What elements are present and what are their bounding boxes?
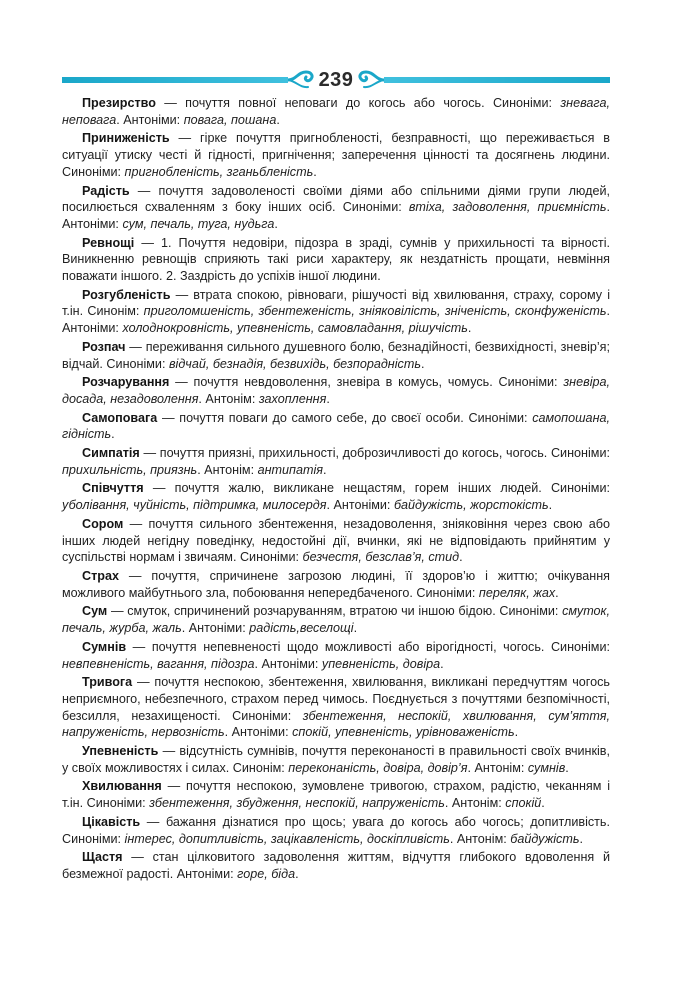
entry-antonyms: захоплення bbox=[258, 391, 327, 406]
entry-text: — бажання дізнатися про щось; увага до когось або чогось; допитливість. Синоніми: bbox=[62, 814, 610, 846]
entry-text2: . Антоніми: bbox=[62, 304, 610, 336]
glossary-entry bbox=[62, 639, 610, 672]
entry-end: . bbox=[459, 550, 463, 565]
entry-text: — почуття поваги до самого себе, до своєї особи. Синоніми: bbox=[157, 410, 533, 425]
entry-end: . bbox=[295, 866, 299, 881]
entry-synonyms: збентеження, збудження, неспокій, напруженість bbox=[149, 796, 445, 811]
entry-text2: . Антоніми: bbox=[326, 498, 394, 513]
entry-end: . bbox=[548, 498, 553, 513]
entry-text2: . Антонім: bbox=[449, 831, 511, 846]
entry-synonyms: приголомшеність, збентеженість, зніяковілість, зніченість, сконфуженість bbox=[143, 304, 607, 319]
glossary-entry bbox=[62, 339, 610, 372]
entry-synonyms: невпевненість, вагання, підозра bbox=[62, 656, 255, 671]
entry-antonyms: спокій bbox=[505, 796, 542, 811]
entry-antonyms: холоднокровність, упевненість, самовладання, рішучість bbox=[122, 321, 468, 336]
page-number: 239 bbox=[318, 69, 354, 91]
entry-term: Співчуття bbox=[82, 481, 144, 496]
entry-text2: . Антонім: bbox=[197, 462, 258, 477]
entry-synonyms: переконаність, довіра, довір’я bbox=[288, 760, 468, 775]
entry-term: Страх bbox=[82, 568, 119, 583]
entry-text: — смуток, спричинений розчаруванням, втратою чи іншою бідою. Синоніми: bbox=[107, 604, 563, 619]
entry-text: — втрата спокою, рівноваги, рішучості від хвилювання, страху, сорому і т.ін. Синонім: bbox=[62, 287, 610, 319]
entry-antonyms: повага, пошана bbox=[183, 112, 277, 127]
entry-end: . bbox=[467, 321, 472, 336]
entry-text: — стан цілковитого задоволення життям, відчуття глибокого вдоволення й безмежної радості. Антоніми: bbox=[62, 850, 610, 881]
entry-synonyms: уболівання, чуйність, підтримка, милосердя bbox=[62, 498, 327, 513]
entry-synonyms: безчестя, безслав’я, стид bbox=[302, 550, 460, 565]
glossary-entry bbox=[62, 130, 610, 180]
entry-synonyms: зневіра, досада, незадоволення bbox=[62, 375, 610, 406]
entry-term: Сором bbox=[82, 516, 124, 531]
entry-term: Ревнощі bbox=[82, 235, 135, 250]
entry-synonyms: смуток, печаль, журба, жаль bbox=[62, 604, 610, 636]
entry-text: — почуття неспокою, зумовлене тривогою, страхом, радістю, чеканням і т.ін. Синоніми: bbox=[62, 779, 610, 811]
glossary-entry bbox=[62, 183, 610, 233]
entry-text: — гірке почуття пригнобленості, безправності, що переживається в ситуації утиску честі й гідності, пригнічення; заперечення цінності та досягнень людини. Синоніми: bbox=[62, 131, 610, 179]
entry-synonyms: самопошана, гідність bbox=[62, 410, 610, 442]
entry-term: Розпач bbox=[82, 339, 126, 354]
entry-end: . bbox=[565, 760, 569, 775]
entry-text2: . Антоніми: bbox=[254, 656, 322, 671]
entry-term: Цікавість bbox=[82, 814, 141, 829]
entry-term: Радість bbox=[82, 183, 130, 198]
entry-end: . bbox=[274, 216, 278, 231]
entry-antonyms: радість,веселощі bbox=[249, 621, 354, 636]
header-bar-right bbox=[384, 77, 610, 83]
entry-text: — почуття жалю, викликане нещастям, горем інших людей. Синоніми: bbox=[143, 481, 610, 496]
glossary-entry bbox=[62, 480, 610, 513]
entry-end: . bbox=[440, 656, 444, 671]
glossary-entry bbox=[62, 603, 610, 636]
glossary-entry bbox=[62, 849, 610, 882]
entry-end: . bbox=[326, 391, 330, 406]
entry-term: Розгубленість bbox=[82, 287, 171, 302]
glossary-entry bbox=[62, 674, 610, 741]
entry-synonyms: інтерес, допитливість, зацікавленість, доскіпливість bbox=[124, 831, 450, 846]
glossary-entries bbox=[62, 95, 610, 885]
entry-text: — почуття приязні, прихильності, доброзичливості до когось, чогось. Синоніми: bbox=[139, 446, 610, 461]
entry-text2: . Антонім: bbox=[198, 391, 259, 406]
glossary-entry bbox=[62, 235, 610, 285]
glossary-entry bbox=[62, 95, 610, 128]
entry-text: — почуття задоволеності своїми діями або спільними діями групи людей, посилюється схваленням з боку інших осіб. Синоніми: bbox=[62, 183, 610, 215]
entry-synonyms: втіха, задоволення, приємність bbox=[408, 200, 607, 215]
entry-text: — почуття, спричинене загрозою людині, її здоров’ю і життю; очікування можливого майбутнього зла, побоювання непередбаченого. Синоніми: bbox=[62, 568, 610, 600]
glossary-entry bbox=[62, 374, 610, 407]
entry-text: — почуття неспокою, збентеження, хвилювання, викликані передчуттям чогось неприємного, небезпечного, страхом перед чимось. Поєднується з почуттями безпомічності, безсилля, незахищеності. Синоніми: bbox=[62, 675, 610, 723]
glossary-entry bbox=[62, 287, 610, 337]
entry-synonyms: збентеження, неспокій, хвилювання, сум’яття, напруженість, нервозність bbox=[62, 708, 610, 740]
entry-synonyms: прихильність, приязнь bbox=[62, 462, 198, 477]
entry-term: Упевненість bbox=[82, 744, 159, 759]
entry-text: — 1. Почуття недовіри, підозра в зраді, сумнів у прихильності та вірності. Виникненню ревнощів сприяють такі риси характеру, як нездатність прощати, невміння поважати іншого. 2. Заздрість до успіхів іншої людини. bbox=[62, 235, 610, 284]
entry-term: Самоповага bbox=[82, 410, 158, 425]
entry-synonyms: горе, біда bbox=[237, 866, 296, 881]
entry-text2: . Антонім: bbox=[467, 760, 528, 775]
entry-antonyms: байдужість bbox=[510, 831, 580, 846]
glossary-entry bbox=[62, 410, 610, 443]
entry-end: . bbox=[514, 725, 519, 740]
entry-antonyms: антипатія bbox=[257, 462, 323, 477]
entry-text2: . Антоніми: bbox=[181, 621, 250, 636]
entry-term: Розчарування bbox=[82, 375, 170, 390]
entry-text2: . Антонім: bbox=[444, 796, 506, 811]
entry-antonyms: сум, печаль, туга, нудьга bbox=[122, 216, 275, 231]
entry-term: Тривога bbox=[82, 675, 133, 690]
entry-antonyms: спокій, упевненість, урівноваженість bbox=[292, 725, 515, 740]
entry-term: Щастя bbox=[82, 850, 123, 865]
entry-end: . bbox=[313, 164, 317, 179]
glossary-entry bbox=[62, 814, 610, 847]
entry-term: Сумнів bbox=[82, 639, 127, 654]
entry-end: . bbox=[111, 427, 115, 442]
entry-end: . bbox=[579, 831, 583, 846]
entry-end: . bbox=[353, 621, 358, 636]
glossary-entry bbox=[62, 568, 610, 601]
entry-end: . bbox=[420, 356, 425, 371]
entry-end: . bbox=[541, 796, 545, 811]
entry-text2: . Антоніми: bbox=[224, 725, 293, 740]
entry-text2: . Антоніми: bbox=[62, 200, 611, 231]
glossary-entry bbox=[62, 778, 610, 811]
entry-synonyms: переляк, жах bbox=[478, 585, 556, 600]
entry-term: Симпатія bbox=[82, 446, 140, 461]
glossary-entry bbox=[62, 516, 610, 566]
entry-end: . bbox=[276, 112, 280, 127]
entry-text2: . Антоніми: bbox=[116, 112, 184, 127]
glossary-entry bbox=[62, 743, 610, 776]
glossary-entry bbox=[62, 445, 610, 478]
page-header bbox=[62, 68, 610, 94]
entry-synonyms: зневага, неповага bbox=[62, 96, 610, 127]
entry-text: — почуття невдоволення, зневіра в комусь, чомусь. Синоніми: bbox=[169, 375, 564, 390]
entry-text: — переживання сильного душевного болю, безнадійності, безвихідності, зневір’я; відчай. Синоніми: bbox=[62, 339, 610, 371]
wave-ornament-right-icon bbox=[354, 68, 384, 92]
entry-synonyms: відчай, безнадія, безвихідь, безпорадність bbox=[168, 356, 421, 371]
entry-term: Хвилювання bbox=[82, 779, 162, 794]
entry-text: — відсутність сумнівів, почуття переконаності в правильності своїх вчинків, у своїх можливостях і силах. Синонім: bbox=[62, 744, 610, 775]
entry-antonyms: упевненість, довіра bbox=[321, 656, 441, 671]
entry-text: — почуття непевненості щодо можливості або вірогідності, чогось. Синоніми: bbox=[126, 639, 610, 654]
entry-term: Презирство bbox=[82, 96, 156, 110]
entry-end: . bbox=[555, 585, 559, 600]
entry-term: Сум bbox=[82, 604, 108, 619]
entry-term: Приниженість bbox=[82, 131, 170, 146]
entry-antonyms: байдужість, жорстокість bbox=[393, 498, 549, 513]
entry-end: . bbox=[322, 462, 327, 477]
entry-text: — почуття сильного збентеження, незадоволення, зніяковіння через свою або інших людей негідну поведінку, недостойні дії, вчинки, які не відповідають прийнятим у суспільстві нормам і звичаям. Синоніми: bbox=[62, 516, 610, 565]
entry-synonyms: пригнобленість, зганьбленість bbox=[124, 164, 314, 179]
entry-text: — почуття повної неповаги до когось або чогось. Синоніми: bbox=[155, 96, 561, 110]
entry-antonyms: сумнів bbox=[527, 760, 566, 775]
